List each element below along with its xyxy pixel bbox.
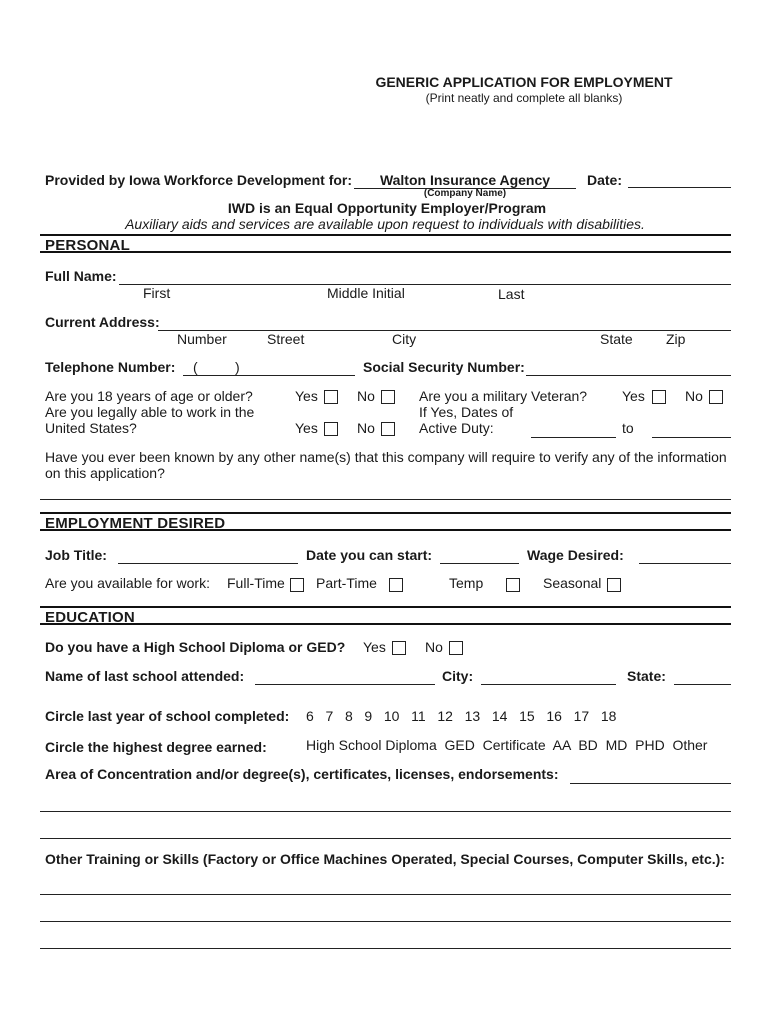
part-time-label: Part-Time (316, 575, 377, 591)
year-option[interactable]: 15 (519, 708, 535, 724)
section-employment-desired: EMPLOYMENT DESIRED (40, 512, 731, 531)
full-time-label: Full-Time (227, 575, 285, 591)
zip-caption: Zip (666, 331, 686, 347)
start-date-input[interactable] (440, 550, 519, 564)
aux-aids-statement: Auxiliary aids and services are available upon request to individuals with disabilities. (125, 216, 645, 232)
veteran-yes-label: Yes (622, 388, 645, 404)
address-input[interactable] (158, 317, 731, 331)
school-year-options (306, 708, 616, 724)
phone-label: Telephone Number: (45, 359, 176, 375)
diploma-yes-checkbox[interactable] (392, 641, 406, 655)
seasonal-label: Seasonal (543, 575, 602, 591)
legal-no-checkbox[interactable] (381, 422, 395, 436)
wage-input[interactable] (639, 550, 731, 564)
year-option[interactable]: 6 (306, 708, 314, 724)
year-option[interactable]: 12 (437, 708, 453, 724)
section-education: EDUCATION (40, 606, 731, 625)
year-option[interactable]: 14 (491, 708, 508, 724)
ssn-label: Social Security Number: (363, 359, 525, 375)
company-name: Walton Insurance Agency (379, 172, 551, 188)
legal-question-line1: Are you legally able to work in the (45, 404, 255, 420)
diploma-no-checkbox[interactable] (449, 641, 463, 655)
veteran-to-label: to (622, 420, 634, 436)
age-no-label: No (357, 388, 375, 404)
temp-checkbox[interactable] (506, 578, 520, 592)
job-title-label: Job Title: (45, 547, 107, 563)
address-label: Current Address: (45, 314, 160, 330)
concentration-line-3[interactable] (40, 825, 731, 839)
other-names-question-line2: on this application? (45, 465, 165, 481)
school-state-label: State: (627, 668, 666, 684)
year-option[interactable]: 16 (546, 708, 562, 724)
year-option[interactable]: 10 (383, 708, 400, 724)
veteran-end-date-input[interactable] (652, 424, 731, 438)
part-time-checkbox[interactable] (389, 578, 403, 592)
veteran-dates-line1: If Yes, Dates of (419, 404, 514, 420)
other-training-line-1[interactable] (40, 881, 731, 895)
temp-label: Temp (449, 575, 484, 591)
diploma-question: Do you have a High School Diploma or GED? (45, 639, 346, 655)
veteran-no-checkbox[interactable] (709, 390, 723, 404)
age-yes-checkbox[interactable] (324, 390, 338, 404)
full-name-label: Full Name: (45, 268, 117, 284)
company-caption: (Company Name) (423, 188, 507, 199)
other-names-question-line1: Have you ever been known by any other name(s) that this company will require to verify any of the information (45, 449, 727, 465)
legal-yes-checkbox[interactable] (324, 422, 338, 436)
other-training-label: Other Training or Skills (Factory or Office Machines Operated, Special Courses, Computer Skills, etc.): (45, 851, 725, 867)
year-option[interactable]: 17 (573, 708, 590, 724)
veteran-start-date-input[interactable] (531, 424, 616, 438)
legal-question-line2: United States? (45, 420, 137, 436)
date-input[interactable] (628, 174, 731, 188)
job-title-input[interactable] (118, 550, 298, 564)
form-title-wrap (0, 74, 770, 90)
state-caption: State (600, 331, 633, 347)
wage-label: Wage Desired: (527, 547, 624, 563)
city-caption: City (392, 331, 417, 347)
provider-label: Provided by Iowa Workforce Development for: (45, 172, 353, 188)
veteran-question: Are you a military Veteran? (419, 388, 588, 404)
diploma-no-label: No (425, 639, 443, 655)
year-option[interactable]: 11 (411, 708, 426, 724)
form-subtitle: (Print neatly and complete all blanks) (425, 91, 623, 105)
middle-initial-caption: Middle Initial (327, 285, 405, 301)
veteran-no-label: No (685, 388, 703, 404)
phone-input[interactable] (183, 362, 355, 376)
year-option[interactable]: 18 (600, 708, 617, 724)
concentration-line-2[interactable] (40, 798, 731, 812)
year-option[interactable]: 7 (325, 708, 334, 724)
school-name-label: Name of last school attended: (45, 668, 245, 684)
availability-label: Are you available for work: (45, 575, 210, 591)
other-training-line-3[interactable] (40, 935, 731, 949)
age-question: Are you 18 years of age or older? (45, 388, 253, 404)
other-training-line-2[interactable] (40, 908, 731, 922)
other-names-input[interactable] (40, 486, 731, 500)
school-name-input[interactable] (255, 671, 435, 685)
ssn-input[interactable] (526, 362, 731, 376)
school-year-label: Circle last year of school completed: (45, 708, 290, 724)
year-option[interactable]: 8 (344, 708, 353, 724)
phone-paren-open: ( (193, 359, 198, 375)
veteran-yes-checkbox[interactable] (652, 390, 666, 404)
legal-yes-label: Yes (295, 420, 318, 436)
street-caption: Street (267, 331, 305, 347)
first-caption: First (143, 285, 171, 301)
degree-options[interactable]: High School Diploma GED Certificate AA BD MD PHD Other (306, 737, 708, 753)
concentration-input[interactable] (570, 770, 731, 784)
legal-no-label: No (357, 420, 375, 436)
school-city-input[interactable] (481, 671, 616, 685)
section-personal: PERSONAL (40, 234, 731, 253)
degree-label: Circle the highest degree earned: (45, 739, 267, 755)
year-option[interactable]: 13 (464, 708, 481, 724)
school-state-input[interactable] (674, 671, 731, 685)
diploma-yes-label: Yes (363, 639, 386, 655)
phone-paren-close: ) (235, 359, 240, 375)
school-city-label: City: (442, 668, 474, 684)
eoe-statement: IWD is an Equal Opportunity Employer/Program (227, 200, 547, 216)
year-option[interactable]: 9 (364, 708, 373, 724)
form-subtitle-wrap (0, 91, 770, 105)
form-title: GENERIC APPLICATION FOR EMPLOYMENT (375, 74, 673, 90)
date-label: Date: (587, 172, 623, 188)
number-caption: Number (177, 331, 227, 347)
start-date-label: Date you can start: (306, 547, 433, 563)
age-yes-label: Yes (295, 388, 318, 404)
veteran-dates-line2: Active Duty: (419, 420, 494, 436)
full-time-checkbox[interactable] (290, 578, 304, 592)
last-caption: Last (498, 286, 525, 302)
company-name-field[interactable] (354, 172, 576, 188)
seasonal-checkbox[interactable] (607, 578, 621, 592)
age-no-checkbox[interactable] (381, 390, 395, 404)
concentration-label: Area of Concentration and/or degree(s), certificates, licenses, endorsements: (45, 766, 559, 782)
full-name-input[interactable] (119, 271, 731, 285)
